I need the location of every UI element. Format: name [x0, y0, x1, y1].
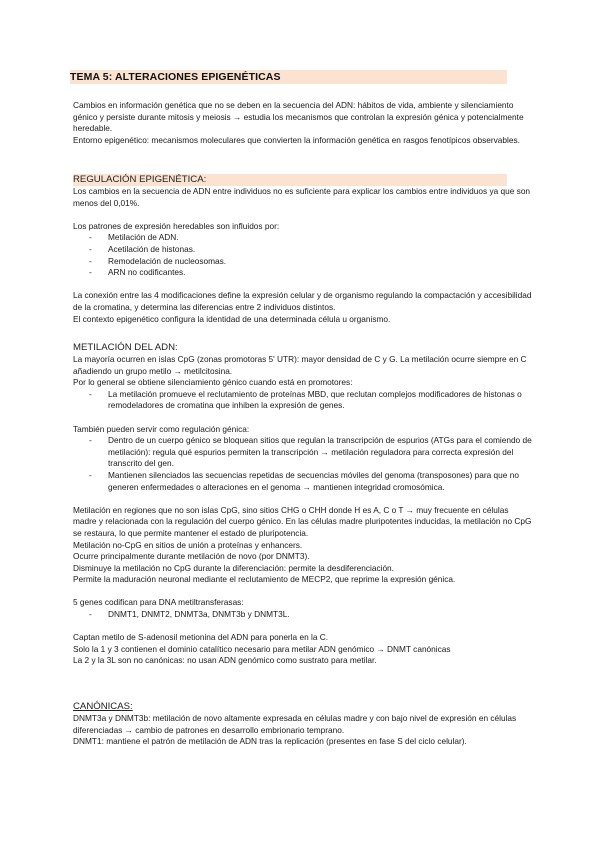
paragraph: Los patrones de expresión heredables son influidos por:: [73, 220, 280, 231]
regulacion-section: [73, 174, 533, 325]
paragraph: DNMT3a y DNMT3b: metilación de novo altamente expresada en células madre y con bajo nivel de expresión en células diferenciadas → cambio de patrones en desarrollo embrionario temprano.: [73, 713, 517, 735]
list-item: - ARN no codificantes.: [73, 267, 533, 279]
list-item: - La metilación promueve el reclutamiento de proteínas MBD, que reclutan complejos modificadores de histonas o remodeladores de cromatina que inhiben la expresión de genes.: [73, 389, 533, 412]
paragraph: 5 genes codifican para DNA metiltransferasas:: [73, 597, 244, 608]
intro-paragraph: Cambios en información genética que no se deben en la secuencia del ADN: hábitos de vida, ambiente y silenciamiento génico y persiste durante mitosis y meiosis → estudia los mecanismos que controlan la expresión génica y potencialmente heredable.: [73, 100, 524, 134]
section-heading-regulacion: REGULACIÓN EPIGENÉTICA:: [73, 174, 507, 186]
paragraph: Metilación no-CpG en sitios de unión a proteínas y enhancers.: [73, 539, 303, 550]
silencing-list: [73, 389, 533, 412]
page-title: TEMA 5: ALTERACIONES EPIGENÉTICAS: [70, 70, 507, 84]
paragraph: Solo la 1 y 3 contienen el dominio catalítico necesario para metilar ADN genómico → DNMT canónicas: [73, 643, 451, 654]
paragraph: También pueden servir como regulación génica:: [73, 423, 250, 434]
metilacion-section: [73, 342, 533, 667]
list-item: - Mantienen silenciados las secuencias repetidas de secuencias móviles del genoma (transposones) para que no generen enfermedades o alteraciones en el genoma → mantienen integridad cromosómica.: [73, 470, 533, 493]
paragraph: La mayoría ocurren en islas CpG (zonas promotoras 5' UTR): mayor densidad de C y G. La metilación ocurre siempre en C añadiendo un grupo metilo → metilcitosina.: [73, 354, 527, 376]
list-item: - DNMT1, DNMT2, DNMT3a, DNMT3b y DNMT3L.: [73, 609, 533, 621]
list-item: - Metilación de ADN.: [73, 232, 533, 244]
list-item: - Dentro de un cuerpo génico se bloquean sitios que regulan la transcripción de espurios (ATGs para el comiendo de metilación): regula qué espurios permiten la transcripción → metilación reguladora para correcta expresión del transcrito del gen.: [73, 435, 533, 470]
influence-list: [73, 232, 533, 278]
dnmt-gene-list: [73, 609, 533, 621]
intro-paragraph: Entorno epigenético: mecanismos moleculares que convierten la información genética en rasgos fenotípicos observables.: [73, 134, 520, 145]
section-heading-canonicas: CANÓNICAS:: [73, 701, 133, 712]
paragraph: La 2 y la 3L son no canónicas: no usan ADN genómico como sustrato para metilar.: [73, 655, 377, 666]
paragraph: DNMT1: mantiene el patrón de metilación de ADN tras la replicación (presentes en fase S del ciclo celular).: [73, 736, 467, 747]
section-heading-metilacion: METILACIÓN DEL ADN:: [73, 342, 178, 353]
regulation-list: [73, 435, 533, 493]
paragraph: La conexión entre las 4 modificaciones define la expresión celular y de organismo regulando la compactación y accesibilidad de la cromatina, y determina las diferencias entre 2 individuos distintos.: [73, 290, 532, 312]
paragraph: Por lo general se obtiene silenciamiento génico cuando está en promotores:: [73, 377, 353, 388]
intro-section: [73, 100, 533, 146]
paragraph: Metilación en regiones que no son islas CpG, sino sitios CHG o CHH donde H es A, C o T → muy frecuente en células madre y relacionada con la regulación del cuerpo génico. En las células madre pluripotentes inducidas, la metilación no CpG se restaura, lo que permite mantener el estado de pluripotencia.: [73, 504, 532, 538]
paragraph: Captan metilo de S-adenosil metionina del ADN para ponerla en la C.: [73, 632, 329, 643]
canonicas-section: [73, 701, 533, 748]
paragraph: El contexto epigenético configura la identidad de una determinada célula u organismo.: [73, 313, 391, 324]
paragraph: Disminuye la metilación no CpG durante la diferenciación: permite la desdiferenciación.: [73, 562, 394, 573]
paragraph: Los cambios en la secuencia de ADN entre individuos no es suficiente para explicar los cambios entre individuos ya que son menos del 0,01%.: [73, 186, 531, 208]
paragraph: Permite la maduración neuronal mediante el reclutamiento de MECP2, que reprime la expresión génica.: [73, 574, 456, 585]
list-item: - Remodelación de nucleosomas.: [73, 256, 533, 268]
paragraph: Ocurre principalmente durante metilación de novo (por DNMT3).: [73, 551, 310, 562]
list-item: - Acetilación de histonas.: [73, 244, 533, 256]
